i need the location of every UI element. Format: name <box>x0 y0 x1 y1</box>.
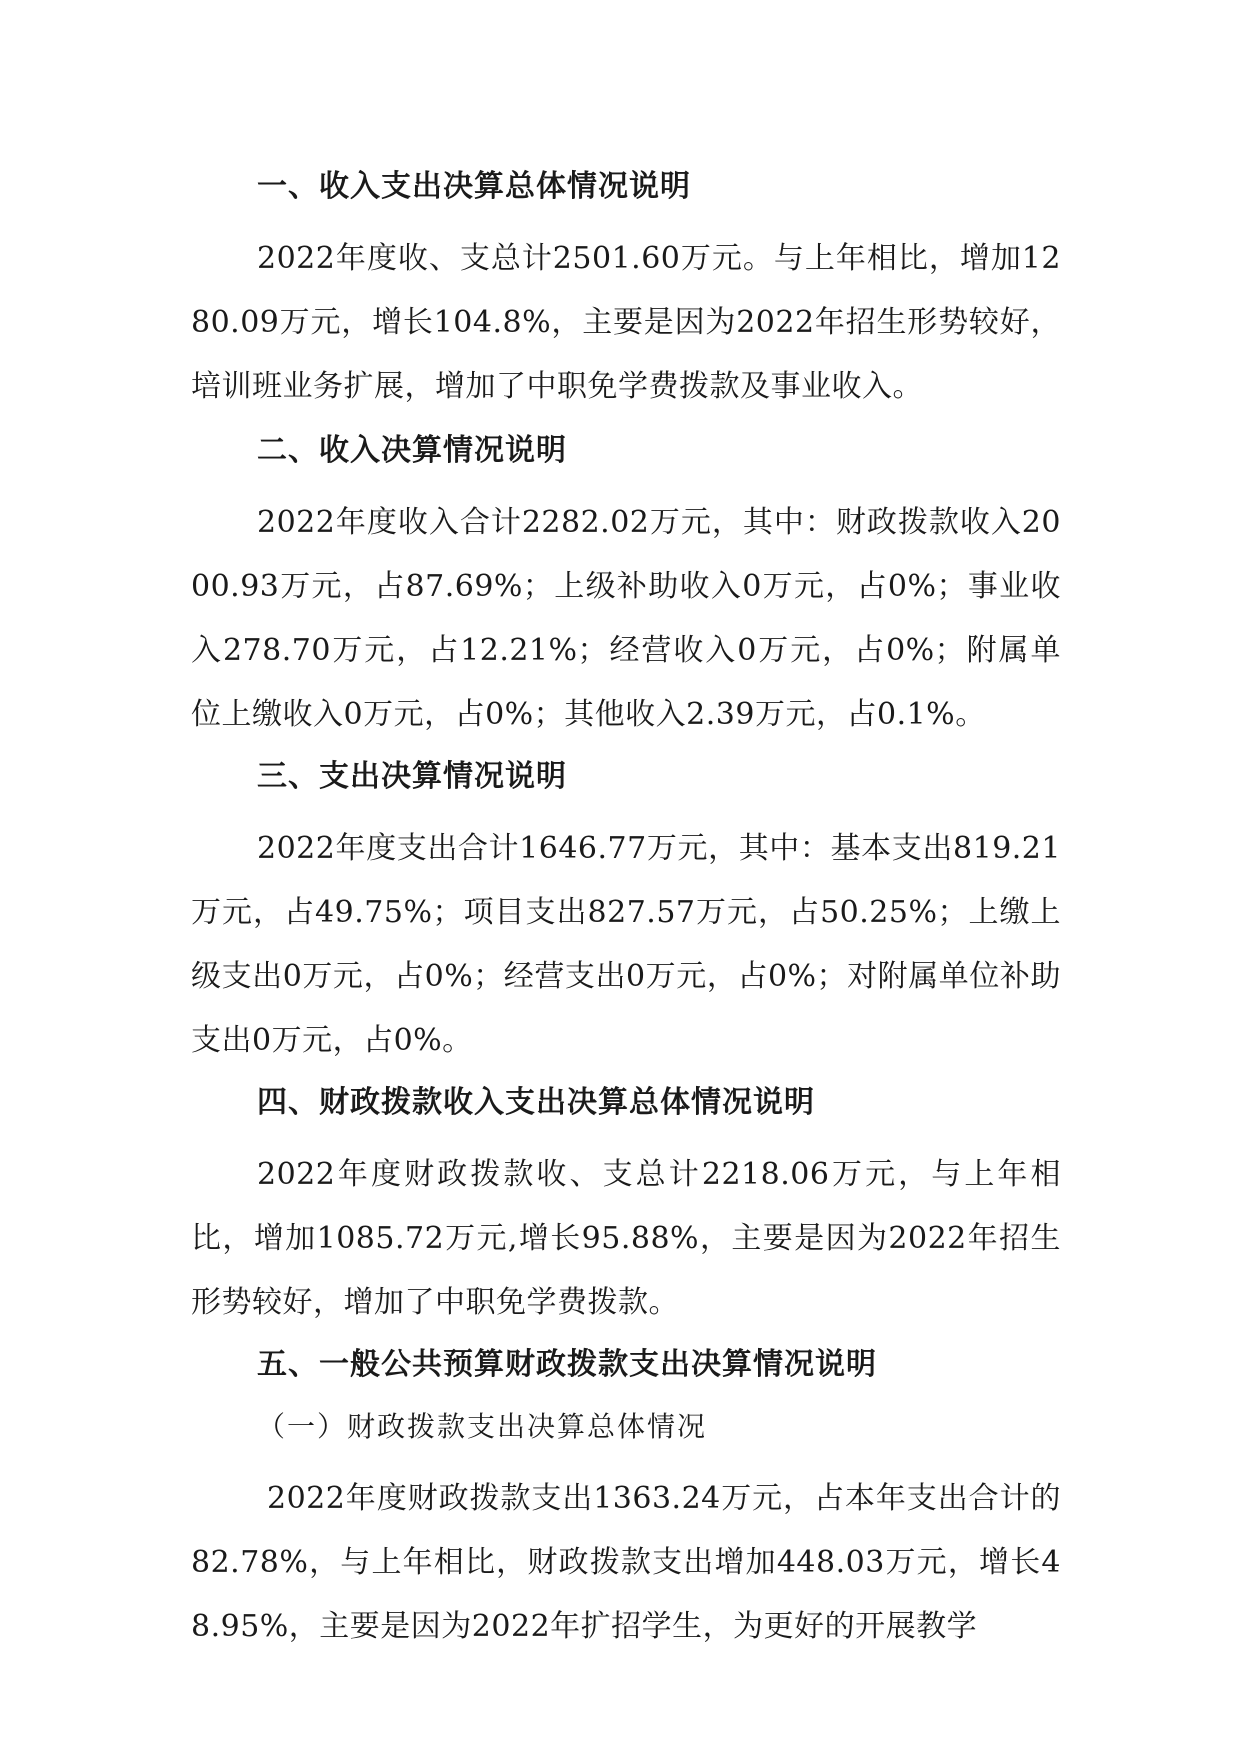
section-heading-income: 二、收入决算情况说明 <box>257 433 567 468</box>
section-paragraph-income: 2022年度收入合计2282.02万元，其中：财政拨款收入2000.93万元，占87.69%；上级补助收入0万元，占0%；事业收入278.70万元，占12.21%；经营收入0万元，占0%；附属单位上缴收入0万元，占0%；其他收入2.39万元，占0.1%。 <box>191 505 1061 732</box>
section-paragraph-expenditure: 2022年度支出合计1646.77万元，其中：基本支出819.21万元，占49.75%；项目支出827.57万元，占50.25%；上缴上级支出0万元，占0%；经营支出0万元，占0%；对附属单位补助支出0万元，占0%。 <box>191 831 1061 1058</box>
section-heading-income-expenditure-overview: 一、收入支出决算总体情况说明 <box>257 169 691 204</box>
subsection-heading-appropriation-expenditure: （一）财政拨款支出决算总体情况 <box>257 1410 708 1443</box>
section-heading-fiscal-appropriation-overview: 四、财政拨款收入支出决算总体情况说明 <box>257 1085 815 1120</box>
document-page <box>191 165 1061 1667</box>
section-paragraph-general-public-budget: 2022年度财政拨款支出1363.24万元，占本年支出合计的82.78%，与上年相比，财政拨款支出增加448.03万元，增长48.95%，主要是因为2022年扩招学生，为更好的开展教学 <box>191 1481 1061 1644</box>
section-paragraph-income-expenditure-overview: 2022年度收、支总计2501.60万元。与上年相比，增加1280.09万元，增长104.8%，主要是因为2022年招生形势较好，培训班业务扩展，增加了中职免学费拨款及事业收入。 <box>191 241 1061 404</box>
section-heading-general-public-budget: 五、一般公共预算财政拨款支出决算情况说明 <box>257 1347 877 1382</box>
section-paragraph-fiscal-appropriation-overview: 2022年度财政拨款收、支总计2218.06万元，与上年相比，增加1085.72万元,增长95.88%，主要是因为2022年招生形势较好，增加了中职免学费拨款。 <box>191 1157 1061 1320</box>
section-heading-expenditure: 三、支出决算情况说明 <box>257 759 567 794</box>
